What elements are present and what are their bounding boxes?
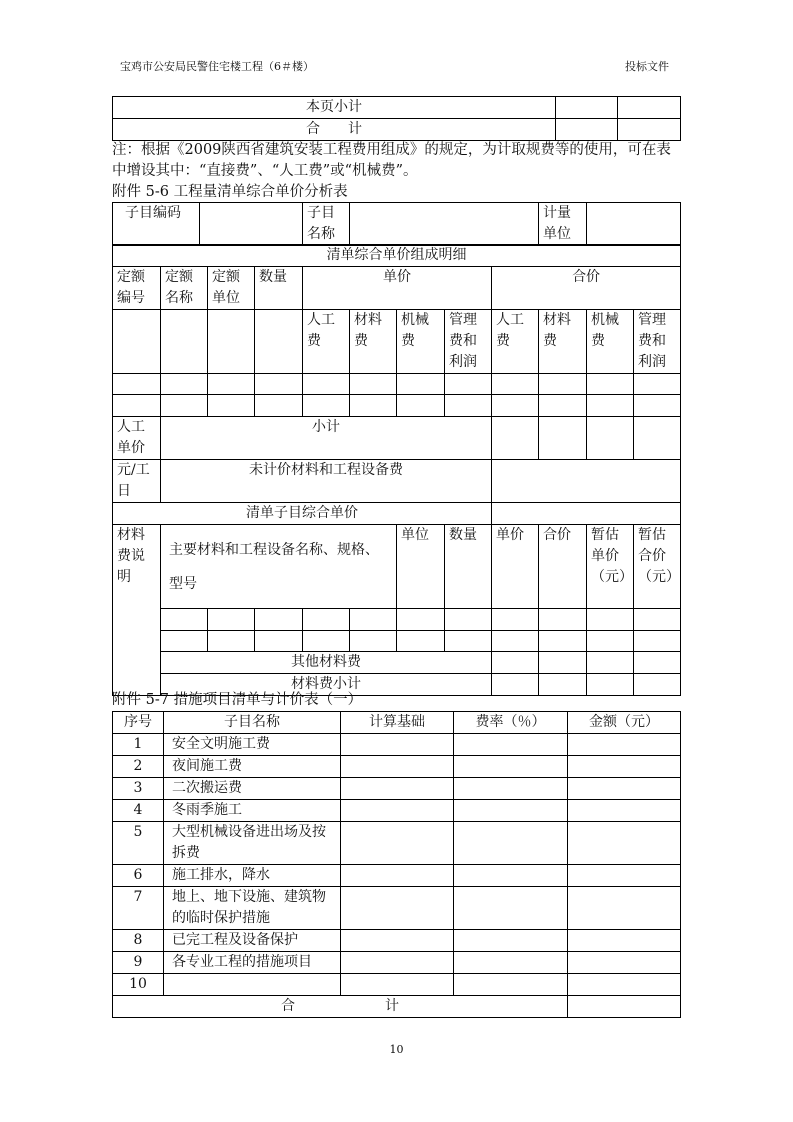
row-item-name: 各专业工程的措施项目: [164, 952, 341, 974]
row-item-name: 已完工程及设备保护: [164, 930, 341, 952]
row-number: 7: [113, 887, 164, 930]
measures-table: [112, 711, 681, 1018]
sub-header: 管理费和利润: [634, 310, 681, 374]
table-row: [113, 609, 681, 631]
row-number: 5: [113, 822, 164, 865]
row-number: 4: [113, 800, 164, 822]
sub-header: 人工费: [303, 310, 350, 374]
page-subtotal-label: 本页小计: [113, 97, 556, 119]
quota-name-header: 定额名称: [161, 267, 208, 310]
row-number: 10: [113, 974, 164, 996]
analysis-table: [112, 244, 681, 696]
table-row: [113, 952, 681, 974]
col-header-basis: 计算基础: [341, 712, 454, 734]
quota-unit-header: 定额单位: [208, 267, 255, 310]
row-item-name: 施工排水，降水: [164, 865, 341, 887]
col-header-name: 子目名称: [164, 712, 341, 734]
quantity-header: 数量: [255, 267, 303, 310]
table-5-6-title: 附件 5-6 工程量清单综合单价分析表: [112, 184, 348, 200]
row-item-name: 夜间施工费: [164, 756, 341, 778]
table-row: [113, 374, 681, 395]
row-number: 3: [113, 778, 164, 800]
material-name-header: 主要材料和工程设备名称、规格、型号: [161, 525, 397, 609]
col-header-no: 序号: [113, 712, 164, 734]
header-project: 宝鸡市公安局民警住宅楼工程（6＃楼）: [120, 60, 314, 73]
header-doc-type: 投标文件: [625, 60, 669, 73]
sub-header: 材料费: [539, 310, 587, 374]
sub-header: 人工费: [492, 310, 539, 374]
quota-code-header: 定额编号: [113, 267, 161, 310]
total-label: 合 计: [113, 996, 568, 1018]
table-row: [113, 974, 681, 996]
page-number: 10: [389, 1043, 404, 1056]
table-row: [113, 395, 681, 417]
row-number: 8: [113, 930, 164, 952]
table-row: [113, 778, 681, 800]
table-row: [113, 865, 681, 887]
table-row: [113, 887, 681, 930]
material-subtotal-label: 材料费小计: [161, 674, 492, 696]
sub-header: 材料费: [350, 310, 397, 374]
analysis-table-head: [112, 202, 681, 246]
row-number: 6: [113, 865, 164, 887]
table-row: [113, 756, 681, 778]
subtotal-label: 小计: [161, 417, 492, 460]
labor-rate-label: 人工单价: [113, 417, 161, 460]
note-text: 注：根据《2009陕西省建筑安装工程费用组成》的规定，为计取规费等的使用，可在表中增设其中：“直接费”、“人工费”或“机械费”。: [112, 142, 671, 179]
row-item-name: 安全文明施工费: [164, 734, 341, 756]
est-total-header: 暂估合价（元）: [634, 525, 681, 609]
est-unit-price-header: 暂估单价（元）: [587, 525, 634, 609]
summary-table: [112, 96, 681, 141]
sub-header: 管理费和利润: [445, 310, 492, 374]
row-item-name: 冬雨季施工: [164, 800, 341, 822]
total-label: 合 计: [113, 119, 556, 141]
table-5-7-title: 附件 5-7 措施项目清单与计价表（一）: [112, 692, 363, 708]
sub-header: 机械费: [587, 310, 634, 374]
unpriced-material-label: 未计价材料和工程设备费: [161, 460, 492, 503]
table-row: [113, 930, 681, 952]
table-row: [113, 800, 681, 822]
table-row: [113, 822, 681, 865]
table-row: [113, 631, 681, 652]
material-unit-header: 单位: [397, 525, 445, 609]
unit-label: 计量单位: [539, 203, 587, 246]
row-item-name: 大型机械设备进出场及按拆费: [164, 822, 341, 865]
row-number: 9: [113, 952, 164, 974]
material-qty-header: 数量: [445, 525, 492, 609]
col-header-amount: 金额（元）: [568, 712, 681, 734]
row-item-name: 地上、地下设施、建筑物的临时保护措施: [164, 887, 341, 930]
material-total-header: 合价: [539, 525, 587, 609]
row-number: 2: [113, 756, 164, 778]
item-code-label: 子目编码: [113, 203, 200, 246]
labor-unit-label: 元/工日: [113, 460, 161, 503]
other-material-label: 其他材料费: [161, 652, 492, 674]
item-name-label: 子目名称: [303, 203, 350, 246]
sub-header: 机械费: [397, 310, 445, 374]
material-note-label: 材料费说明: [113, 525, 161, 696]
material-price-header: 单价: [492, 525, 539, 609]
col-header-rate: 费率（％）: [454, 712, 568, 734]
total-price-header: 合价: [492, 267, 681, 310]
row-item-name: 二次搬运费: [164, 778, 341, 800]
detail-heading: 清单综合单价组成明细: [113, 245, 681, 267]
item-unit-price-label: 清单子目综合单价: [113, 503, 492, 525]
table-row: [113, 734, 681, 756]
unit-price-header: 单价: [303, 267, 492, 310]
row-number: 1: [113, 734, 164, 756]
row-item-name: [164, 974, 341, 996]
